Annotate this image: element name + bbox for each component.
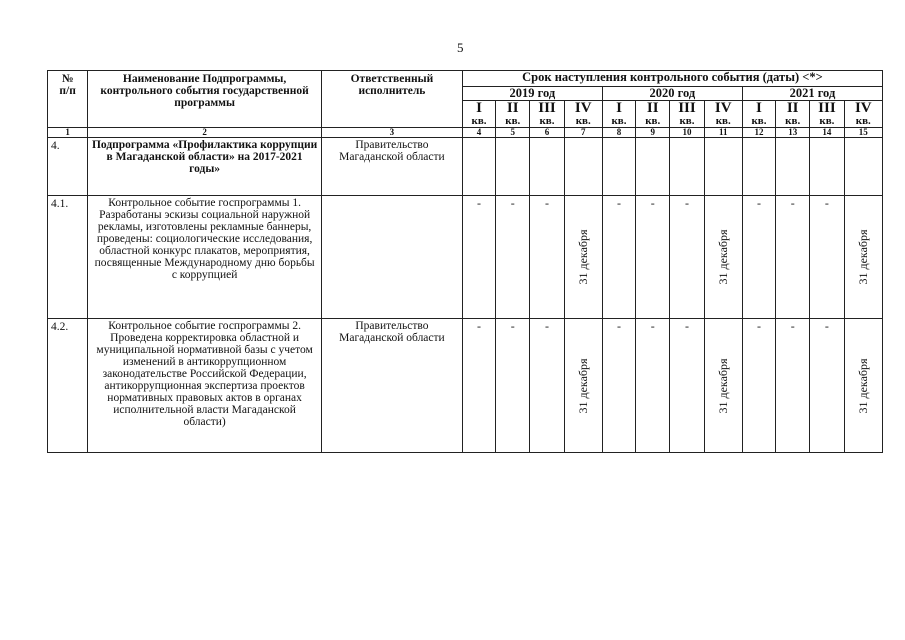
column-number: 10 xyxy=(670,128,704,138)
quarter-suffix: кв. xyxy=(715,115,731,127)
row-name: Контрольное событие госпрограммы 2. Проведена корректировка областной и муниципальной нормативной базы с учетом изменений в антикоррупционном законодательстве Российской Федерации, антикоррупционная экспертиза проектов нормативных правовых актов в органах исполнительной власти Магаданской области) xyxy=(88,319,322,453)
quarter-value: - xyxy=(810,196,844,319)
quarter-value: - xyxy=(810,319,844,453)
quarter-value: - xyxy=(602,196,635,319)
row-number: 4. xyxy=(48,138,88,196)
column-number: 2 xyxy=(88,128,322,138)
quarter-label: III xyxy=(538,100,556,116)
quarter-cell xyxy=(530,101,564,128)
row-responsible: Правительство Магаданской области xyxy=(321,138,462,196)
quarter-label: II xyxy=(506,100,519,116)
quarter-suffix: кв. xyxy=(471,115,487,127)
deadline-date: 31 декабря xyxy=(576,357,591,414)
deadline-date: 31 декабря xyxy=(856,229,871,285)
quarter-label: IV xyxy=(714,100,732,116)
quarter-label: I xyxy=(476,100,482,116)
quarter-value xyxy=(530,138,564,196)
table-row xyxy=(48,196,883,319)
quarter-cell xyxy=(776,101,810,128)
column-number: 6 xyxy=(530,128,564,138)
quarter-suffix: кв. xyxy=(539,115,555,127)
quarter-label: II xyxy=(786,100,799,116)
quarter-label: III xyxy=(678,100,696,116)
quarter-value: - xyxy=(530,319,564,453)
column-number: 9 xyxy=(636,128,670,138)
quarter-label: III xyxy=(818,100,836,116)
row-name: Подпрограмма «Профилактика коррупции в Магаданской области» на 2017-2021 годы» xyxy=(88,138,322,196)
quarter-value xyxy=(704,138,742,196)
row-responsible: Правительство Магаданской области xyxy=(321,319,462,453)
quarter-value-cell xyxy=(844,319,882,453)
column-number: 11 xyxy=(704,128,742,138)
column-number: 14 xyxy=(810,128,844,138)
quarter-label: II xyxy=(646,100,659,116)
quarter-cell xyxy=(602,101,635,128)
quarter-value: - xyxy=(742,319,775,453)
header-year: 2021 год xyxy=(742,87,882,101)
column-number: 13 xyxy=(776,128,810,138)
column-number: 5 xyxy=(496,128,530,138)
quarter-label: I xyxy=(616,100,622,116)
column-number: 8 xyxy=(602,128,635,138)
deadline-date: 31 декабря xyxy=(716,229,731,285)
quarter-suffix: кв. xyxy=(505,115,521,127)
quarter-cell xyxy=(742,101,775,128)
quarter-suffix: кв. xyxy=(855,115,871,127)
quarter-value: - xyxy=(742,196,775,319)
quarter-suffix: кв. xyxy=(679,115,695,127)
header-year: 2019 год xyxy=(462,87,602,101)
column-number-row xyxy=(48,128,883,138)
quarter-value xyxy=(496,138,530,196)
quarter-value: - xyxy=(776,196,810,319)
quarter-value: - xyxy=(636,319,670,453)
column-number: 15 xyxy=(844,128,882,138)
header-num: № п/п xyxy=(48,71,88,128)
column-number: 12 xyxy=(742,128,775,138)
quarter-suffix: кв. xyxy=(819,115,835,127)
quarter-cell xyxy=(844,101,882,128)
column-number: 1 xyxy=(48,128,88,138)
quarter-value: - xyxy=(636,196,670,319)
quarter-value: - xyxy=(670,319,704,453)
page-number: 5 xyxy=(457,40,464,55)
table-row xyxy=(48,319,883,453)
quarter-value xyxy=(844,138,882,196)
row-number: 4.1. xyxy=(48,196,88,319)
row-name: Контрольное событие госпрограммы 1. Разработаны эскизы социальной наружной рекламы, изготовлены рекламные баннеры, проведены: социологические исследования, областной конкурс плакатов, мероприятия, посвященные Международному дню борьбы с коррупцией xyxy=(88,196,322,319)
quarter-cell xyxy=(810,101,844,128)
deadline-date: 31 декабря xyxy=(856,357,871,414)
column-number: 7 xyxy=(564,128,602,138)
quarter-cell xyxy=(704,101,742,128)
quarter-cell xyxy=(462,101,495,128)
deadline-date: 31 декабря xyxy=(716,357,731,414)
quarter-value-cell xyxy=(704,196,742,319)
quarter-value xyxy=(462,138,495,196)
quarter-value-cell xyxy=(704,319,742,453)
quarter-value xyxy=(742,138,775,196)
column-number: 4 xyxy=(462,128,495,138)
column-number: 3 xyxy=(321,128,462,138)
quarter-value-cell xyxy=(564,319,602,453)
header-deadline: Срок наступления контрольного события (даты) <*> xyxy=(462,71,882,87)
quarter-suffix: кв. xyxy=(575,115,591,127)
quarter-cell xyxy=(636,101,670,128)
quarter-value: - xyxy=(462,196,495,319)
deadline-date: 31 декабря xyxy=(576,229,591,285)
quarter-value: - xyxy=(496,319,530,453)
quarter-value-cell xyxy=(564,196,602,319)
quarter-suffix: кв. xyxy=(645,115,661,127)
table-row xyxy=(48,138,883,196)
quarter-suffix: кв. xyxy=(785,115,801,127)
header-name: Наименование Подпрограммы, контрольного события государственной программы xyxy=(88,71,322,128)
control-events-table xyxy=(47,70,883,453)
quarter-suffix: кв. xyxy=(751,115,767,127)
quarter-value xyxy=(776,138,810,196)
quarter-value: - xyxy=(530,196,564,319)
quarter-cell xyxy=(496,101,530,128)
quarter-value: - xyxy=(462,319,495,453)
quarter-value xyxy=(602,138,635,196)
quarter-value: - xyxy=(496,196,530,319)
quarter-cell xyxy=(564,101,602,128)
quarter-suffix: кв. xyxy=(611,115,627,127)
quarter-value: - xyxy=(776,319,810,453)
row-number: 4.2. xyxy=(48,319,88,453)
quarter-label: IV xyxy=(854,100,872,116)
quarter-value-cell xyxy=(844,196,882,319)
header-responsible: Ответственный исполнитель xyxy=(321,71,462,128)
quarter-value xyxy=(636,138,670,196)
quarter-value xyxy=(810,138,844,196)
quarter-cell xyxy=(670,101,704,128)
quarter-value: - xyxy=(602,319,635,453)
quarter-value: - xyxy=(670,196,704,319)
header-year: 2020 год xyxy=(602,87,742,101)
quarter-value xyxy=(564,138,602,196)
quarter-label: I xyxy=(756,100,762,116)
quarter-label: IV xyxy=(574,100,592,116)
row-responsible xyxy=(321,196,462,319)
quarter-value xyxy=(670,138,704,196)
